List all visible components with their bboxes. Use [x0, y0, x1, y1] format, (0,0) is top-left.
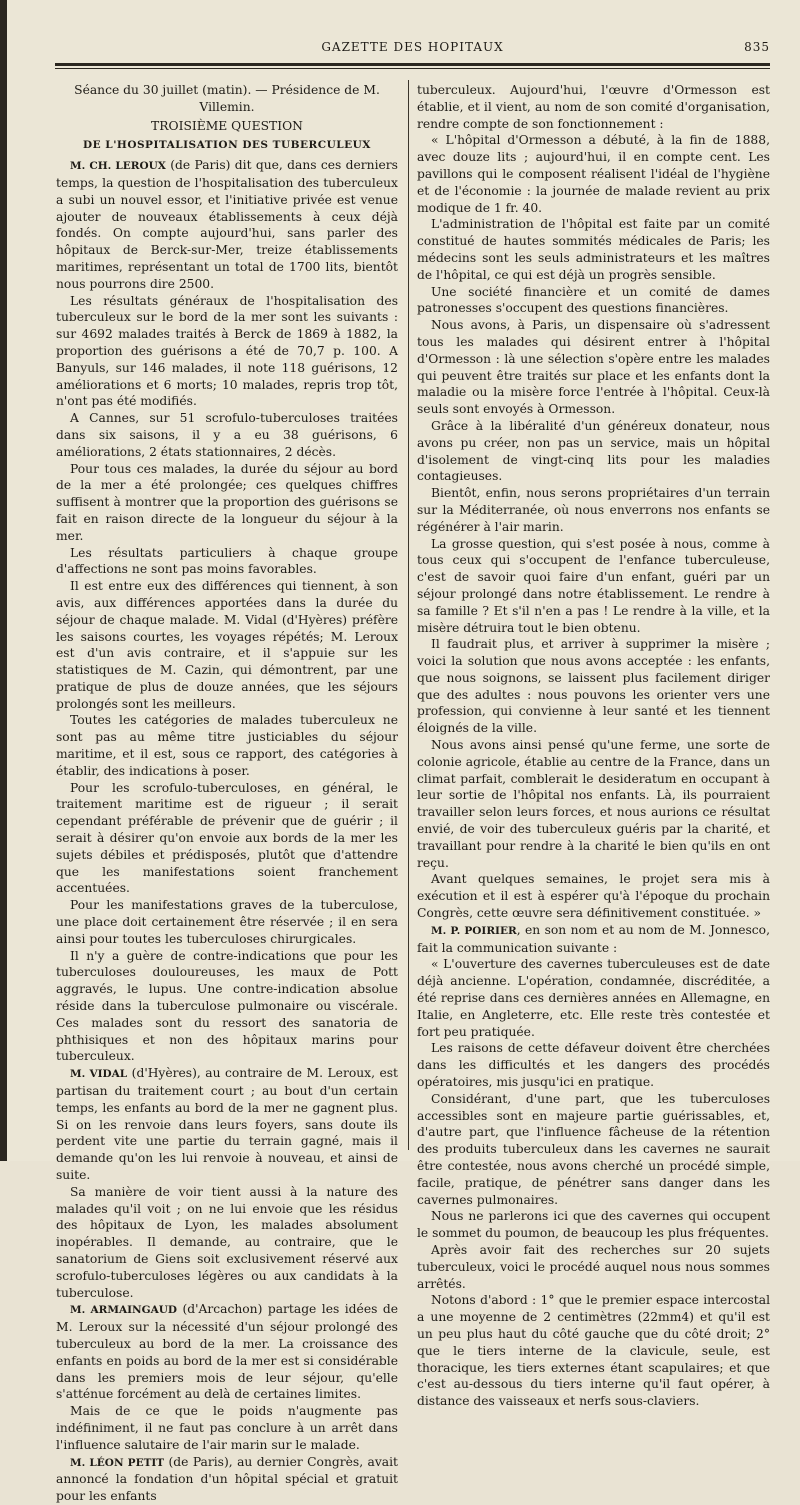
paragraph: M. P. POIRIER, en son nom et au nom de M. Jonnesco, fait la communication suivante :: [417, 922, 770, 955]
paragraph: tuberculeux. Aujourd'hui, l'œuvre d'Ormesson est établie, et il vient, au nom de son comité d'organisation, rendre compte de son fonctionnement :: [417, 83, 770, 131]
page-binding-edge: [0, 0, 7, 1161]
paragraph: « L'ouverture des cavernes tuberculeuses est de date déjà ancienne. L'opération, condamnée, discréditée, a été reprise dans ces dernières années en Allemagne, en Italie, en Angleterre, etc. Elle reste très contestée et fort peu pratiquée.: [417, 957, 770, 1039]
page-number: 835: [744, 40, 770, 54]
paragraph: Bientôt, enfin, nous serons propriétaires d'un terrain sur la Méditerranée, où nous enverrons nos enfants se régénérer à l'air marin.: [417, 486, 770, 534]
paragraph: Une société financière et un comité de dames patronesses s'occupent des questions financières.: [417, 284, 770, 316]
paragraph: Pour les scrofulo-tuberculoses, en général, le traitement maritime est de rigueur ; il serait cependant préférable de prévenir que de guérir ; il serait à désirer qu'on envoie aux bords de la mer les sujets débiles et prédisposés, plutôt que d'attendre que les manifestations soient franchement accentuées.: [56, 780, 398, 896]
paragraph: Considérant, d'une part, que les tuberculoses accessibles sont en majeure partie guérissables, et, d'autre part, que l'influence fâcheuse de la rétention des produits tuberculeux dans les cavernes ne saurait être contestée, nous avons cherché un procédé simple, facile, pratique, de pénétrer sans danger dans les cavernes pulmonaires.: [417, 1091, 770, 1207]
paragraph: M. VIDAL (d'Hyères), au contraire de M. Leroux, est partisan du traitement court ; au bout d'un certain temps, les enfants au bord de la mer ne gagnent plus. Si on les renvoie dans leurs foyers, sans doute ils perdent vite une partie du terrain gagné, mais il demande qu'on les lui renvoie à nouveau, et ainsi de suite.: [56, 1066, 398, 1182]
paragraph: Les résultats particuliers à chaque groupe d'affections ne sont pas moins favorables.: [56, 545, 398, 577]
paragraph: Après avoir fait des recherches sur 20 sujets tuberculeux, voici le procédé auquel nous nous sommes arrêtés.: [417, 1242, 770, 1291]
header-rule-thin: [55, 68, 770, 69]
speaker-name: M. CH. LEROUX: [70, 160, 166, 173]
paragraph: M. CH. LEROUX (de Paris) dit que, dans ces derniers temps, la question de l'hospitalisation des tuberculeux a subi un nouvel essor, et l'initiative privée est venue ajouter de nouveaux établissements à ceux déjà fondés. On compte aujourd'hui, sans parler des hôpitaux de Berck-sur-Mer, treize établissements maritimes, représentant un total de 1700 lits, bientôt nous pourrons dire 2500.: [56, 158, 398, 291]
paragraph: Les résultats généraux de l'hospitalisation des tuberculeux sur le bord de la mer sont les suivants : sur 4692 malades traités à Berck de 1869 à 1882, la proportion des guérisons a été de 70,7 p. 100. A Banyuls, sur 146 malades, il note 118 guérisons, 12 améliorations et 6 morts; 10 malades, repris trop tôt, n'ont pas été modifiés.: [56, 293, 398, 409]
right-column: [417, 82, 770, 1410]
paragraph: A Cannes, sur 51 scrofulo-tuberculoses traitées dans six saisons, il y a eu 38 guérisons, 6 améliorations, 2 états stationnaires, 2 décès.: [56, 411, 398, 459]
paragraph: Nous avons, à Paris, un dispensaire où s'adressent tous les malades qui désirent entrer à l'hôpital d'Ormesson : là une sélection s'opère entre les malades qui peuvent être traités sur place et les enfants dont la maladie ou la misère force l'entrée à l'hôpital. Ceux-là seuls sont envoyés à Ormesson.: [417, 318, 770, 417]
paragraph: Il est entre eux des différences qui tiennent, à son avis, aux différences apportées dans la durée du séjour de chaque malade. M. Vidal (d'Hyères) préfère les saisons courtes, les voyages répétés; M. Leroux est d'un avis contraire, et il s'appuie sur les statistiques de M. Cazin, qui démontrent, par une pratique de plus de douze années, que les séjours prolongés sont les meilleurs.: [56, 579, 398, 711]
speaker-name: M. ARMAINGAUD: [70, 1304, 177, 1317]
paragraph: Les raisons de cette défaveur doivent être cherchées dans les difficultés et les dangers des procédés opératoires, mis jusqu'ici en pratique.: [417, 1041, 770, 1090]
paragraph: L'administration de l'hôpital est faite par un comité constitué de hautes sommités médicales de Paris; les médecins sont les seuls administrateurs et les maîtres de l'hôpital, ce qui est déjà un progrès sensible.: [417, 217, 770, 282]
journal-title: GAZETTE DES HOPITAUX: [321, 40, 504, 54]
header-rule-thick: [55, 63, 770, 66]
paragraph: Notons d'abord : 1° que le premier espace intercostal a une moyenne de 2 centimètres (22mm4) et qu'il est un peu plus haut du côté gauche que du côté droit; 2° que le tiers interne de la clavicule, seule, est thoracique, les tiers externes étant scapulaires; et que c'est au-dessous du tiers interne qu'il faut opérer, à distance des vaisseaux et nerfs sous-claviers.: [417, 1293, 770, 1409]
paragraph: Il n'y a guère de contre-indications que pour les tuberculoses douloureuses, les maux de Pott aggravés, le lupus. Une contre-indication absolue réside dans la tuberculose pulmonaire ou viscérale. Ces malades sont du ressort des sanatoria de phthisiques et non des hôpitaux marins pour tuberculeux.: [56, 948, 398, 1064]
speaker-name: M. P. POIRIER: [431, 924, 517, 937]
paragraph: Il faudrait plus, et arriver à supprimer la misère ; voici la solution que nous avons acceptée : les enfants, que nous soignons, se laissent plus facilement diriger que des adultes : nous pouvons les orienter vers une profession, qui convienne à leur santé et les tiennent éloignés de la ville.: [417, 637, 770, 736]
paragraph: Pour tous ces malades, la durée du séjour au bord de la mer a été prolongée; ces quelques chiffres suffisent à montrer que la proportion des guérisons se fait en raison directe de la longueur du séjour à la mer.: [56, 461, 398, 543]
paragraph: Nous avons ainsi pensé qu'une ferme, une sorte de colonie agricole, établie au centre de la France, dans un climat parfait, comblerait le desideratum en occupant à leur sortie de l'hôpital nos enfants. Là, ils pourraient travailler selon leurs forces, et nous aurions ce résultat envié, de voir des tuberculeux guéris par la charité, et travaillant pour rendre à la charité le bien qu'ils en ont reçu.: [417, 738, 770, 870]
paragraph: Grâce à la libéralité d'un généreux donateur, nous avons pu créer, non pas un service, mais un hôpital d'isolement de vingt-cinq lits pour les maladies contagieuses.: [417, 418, 770, 484]
question-title: TROISIÈME QUESTION: [151, 118, 303, 133]
left-column: [56, 82, 398, 1505]
column-divider: [408, 80, 409, 1150]
paragraph: Avant quelques semaines, le projet sera mis à exécution et il est à espérer qu'à l'époque du prochain Congrès, cette œuvre sera définitivement constituée. »: [417, 872, 770, 921]
speaker-name: M. VIDAL: [70, 1068, 128, 1081]
paragraph: La grosse question, qui s'est posée à nous, comme à tous ceux qui s'occupent de l'enfance tuberculeuse, c'est de savoir quoi faire d'un enfant, guéri par un séjour prolongé dans notre établissement. Le rendre à sa famille ? Et s'il n'en a pas ! Le rendre à la ville, et la misère détruira tout le bien obtenu.: [417, 536, 770, 635]
paragraph: Pour les manifestations graves de la tuberculose, une place doit certainement être réservée ; il en sera ainsi pour toutes les tuberculoses chirurgicales.: [56, 898, 398, 946]
speaker-name: M. LÉON PETIT: [70, 1456, 165, 1469]
paragraph: Sa manière de voir tient aussi à la nature des malades qu'il voit ; on ne lui envoie que les résidus des hôpitaux de Lyon, les malades absolument inopérables. Il demande, au contraire, que le sanatorium de Giens soit exclusivement réservé aux scrofulo-tuberculoses légères ou aux candidats à la tuberculose.: [56, 1184, 398, 1300]
page-header: [55, 40, 770, 62]
paragraph: « L'hôpital d'Ormesson a débuté, à la fin de 1888, avec douze lits ; aujourd'hui, il en compte cent. Les pavillons qui le composent réalisent l'idéal de l'hygiène et de l'économie : la journée de malade revient au prix modique de 1 fr. 40.: [417, 133, 770, 215]
paragraph: M. LÉON PETIT (de Paris), au dernier Congrès, avait annoncé la fondation d'un hôpital spécial et gratuit pour les enfants: [56, 1454, 398, 1504]
seance-line: Séance du 30 juillet (matin). — Présidence de M. Villemin.: [74, 83, 380, 114]
paragraph: Nous ne parlerons ici que des cavernes qui occupent le sommet du poumon, de beaucoup les plus fréquentes.: [417, 1209, 770, 1241]
paragraph: M. ARMAINGAUD (d'Arcachon) partage les idées de M. Leroux sur la nécessité d'un séjour prolongé des tuberculeux au bord de la mer. La croissance des enfants en poids au bord de la mer est si considérable dans les premiers mois de leur séjour, qu'elle s'atténue forcément au delà de certaines limites.: [56, 1302, 398, 1402]
paragraph: Toutes les catégories de malades tuberculeux ne sont pas au même titre justiciables du séjour maritime, et il est, sous ce rapport, des catégories à établir, des indications à poser.: [56, 713, 398, 778]
question-subtitle: DE L'HOSPITALISATION DES TUBERCULEUX: [83, 139, 371, 152]
paragraph: Mais de ce que le poids n'augmente pas indéfiniment, il ne faut pas conclure à un arrêt dans l'influence salutaire de l'air marin sur le malade.: [56, 1404, 398, 1452]
